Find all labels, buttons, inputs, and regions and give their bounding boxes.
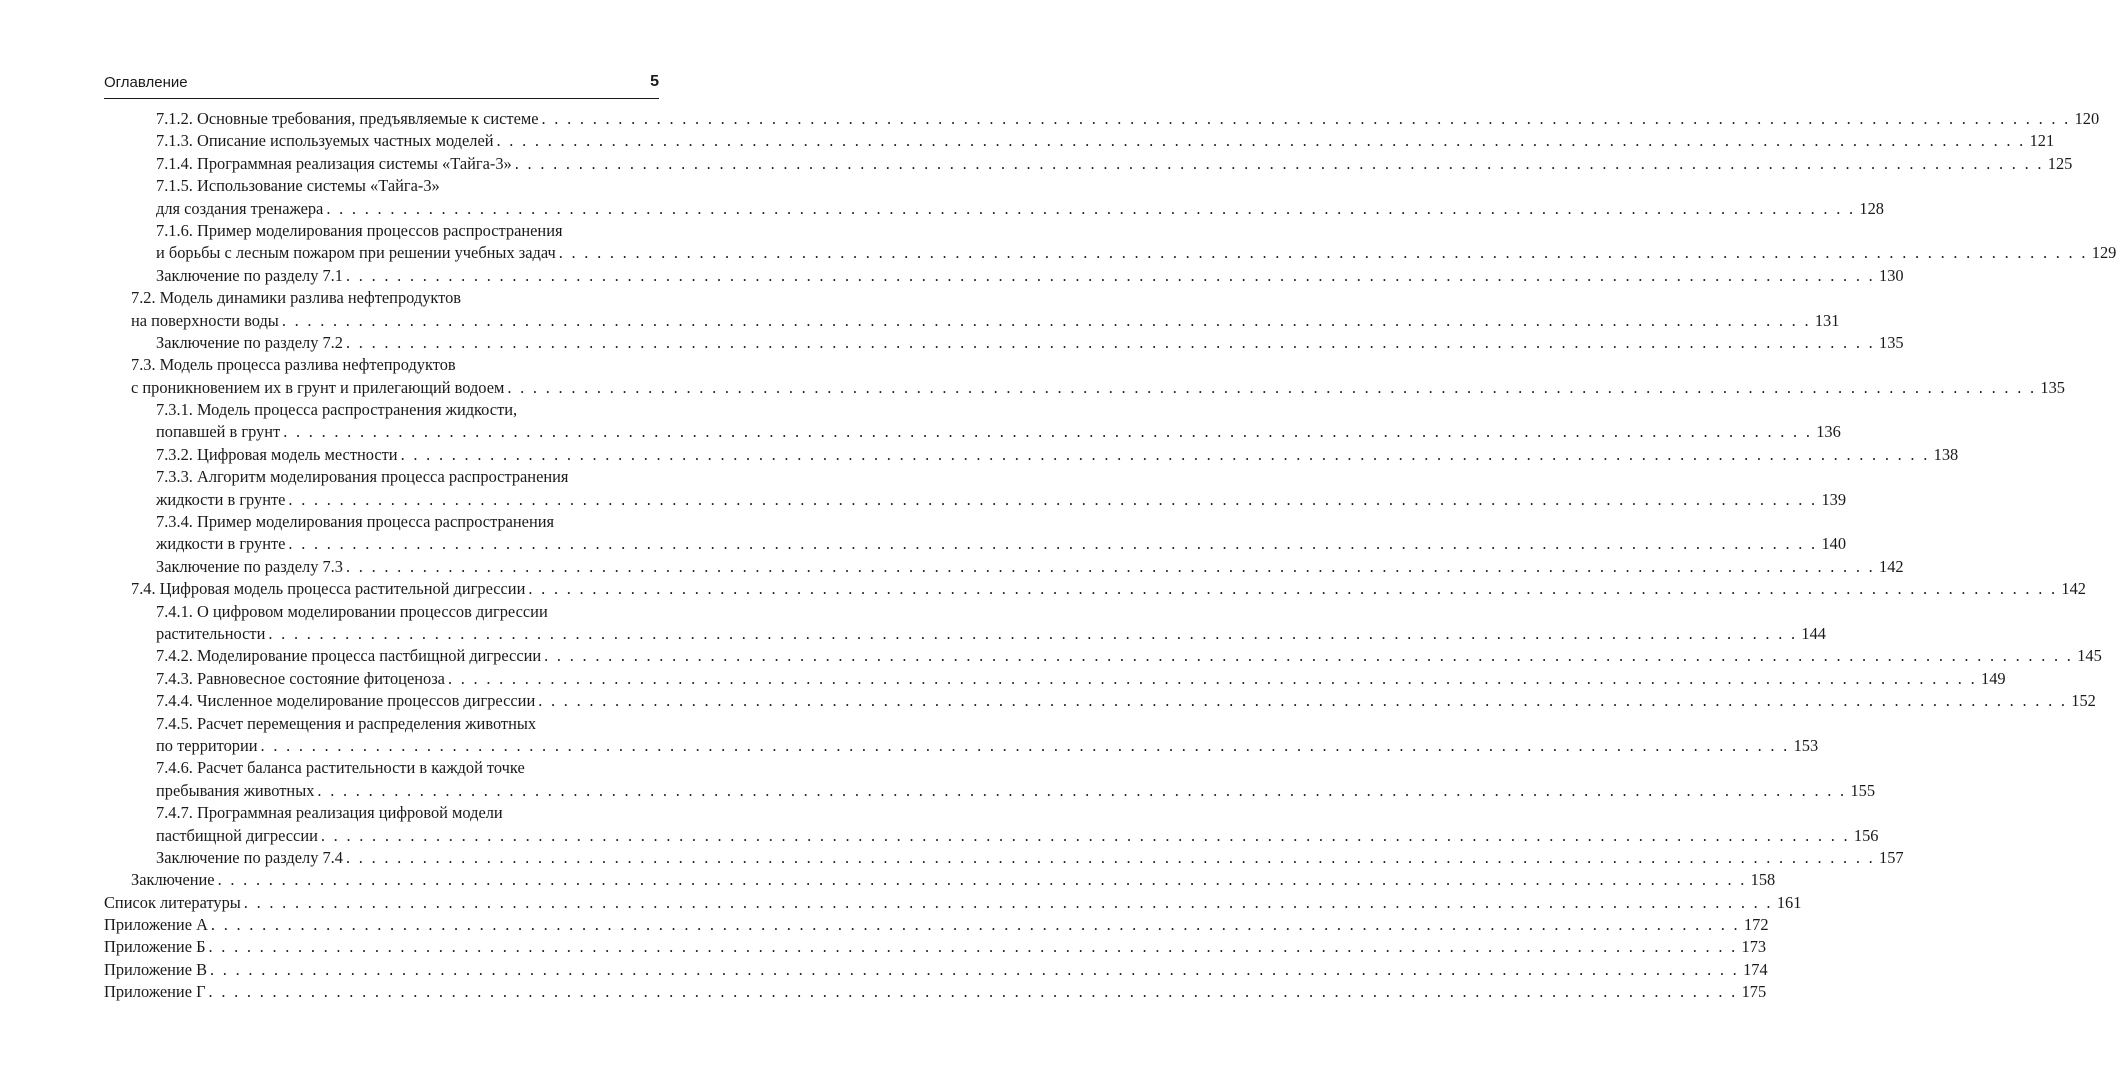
toc-entry-page: 152 [2071,691,2096,711]
toc-entry[interactable] [104,623,1826,645]
toc-entry[interactable] [104,421,1841,443]
dot-leader: . . . . . . . . . . . . . . . . . . . . . . . . . . . . . . . . . . . . . . . . . . . . . . . . . . . . . . . . . . . . . . . . . . . . . . . . . . . . . . . . . . . . . . . . . . . . . . . . . . . . . . . . . . . . . . . . . . . . . . . . [217,870,1747,890]
toc-entry-title: 7.3. Модель процесса разлива нефтепродуктов [131,355,456,375]
dot-leader: . . . . . . . . . . . . . . . . . . . . . . . . . . . . . . . . . . . . . . . . . . . . . . . . . . . . . . . . . . . . . . . . . . . . . . . . . . . . . . . . . . . . . . . . . . . . . . . . . . . . . . . . . . . . . . . . . . . . . . . . [514,153,2044,173]
toc-entry-title: жидкости в грунте [156,489,286,509]
dot-leader: . . . . . . . . . . . . . . . . . . . . . . . . . . . . . . . . . . . . . . . . . . . . . . . . . . . . . . . . . . . . . . . . . . . . . . . . . . . . . . . . . . . . . . . . . . . . . . . . . . . . . . . . . . . . . . . . . . . . . . . . [320,825,1850,845]
toc-entry-title: 7.4.1. О цифровом моделировании процессов дигрессии [156,601,548,621]
dot-leader: . . . . . . . . . . . . . . . . . . . . . . . . . . . . . . . . . . . . . . . . . . . . . . . . . . . . . . . . . . . . . . . . . . . . . . . . . . . . . . . . . . . . . . . . . . . . . . . . . . . . . . . . . . . . . . . . . . . . . . . . [507,377,2037,397]
dot-leader: . . . . . . . . . . . . . . . . . . . . . . . . . . . . . . . . . . . . . . . . . . . . . . . . . . . . . . . . . . . . . . . . . . . . . . . . . . . . . . . . . . . . . . . . . . . . . . . . . . . . . . . . . . . . . . . . . . . . . . . . [345,265,1876,285]
toc-entry[interactable] [104,780,1876,802]
toc-entry-page: 142 [2061,579,2086,599]
toc-entry-page: 121 [2029,131,2055,151]
toc-entry[interactable] [104,645,2102,667]
toc-entry-title: пребывания животных [156,780,315,800]
toc-entry[interactable] [104,489,1847,511]
toc-entry-page: 129 [2091,243,2116,263]
toc-entry[interactable] [104,444,1959,466]
dot-leader: . . . . . . . . . . . . . . . . . . . . . . . . . . . . . . . . . . . . . . . . . . . . . . . . . . . . . . . . . . . . . . . . . . . . . . . . . . . . . . . . . . . . . . . . . . . . . . . . . . . . . . . . . . . . . . . . . . . . . . . . [345,556,1876,576]
toc-entry-page: 130 [1879,265,1904,285]
toc-entry[interactable] [104,914,1769,936]
toc-entry[interactable] [104,959,1768,981]
toc-entry-title: 7.3.2. Цифровая модель местности [156,444,398,464]
toc-entry-title: 7.1.2. Основные требования, предъявляемые к системе [156,109,539,128]
toc-entry-page: 135 [1879,332,1904,352]
dot-leader: . . . . . . . . . . . . . . . . . . . . . . . . . . . . . . . . . . . . . . . . . . . . . . . . . . . . . . . . . . . . . . . . . . . . . . . . . . . . . . . . . . . . . . . . . . . . . . . . . . . . . . . . . . . . . . . . . . . . . . . . [541,109,2071,128]
toc-entry-title: Заключение по разделу 7.1 [156,265,343,285]
toc-entry[interactable] [104,601,659,623]
toc-entry-title: 7.4.6. Расчет баланса растительности в каждой точке [156,758,525,778]
toc-entry[interactable] [104,399,659,421]
toc-entry-title: 7.1.3. Описание используемых частных моделей [156,131,494,151]
toc-entry-title: 7.4.3. Равновесное состояние фитоценоза [156,668,445,688]
toc-entry-title: Приложение А [104,915,208,935]
toc-entry-page: 149 [1981,668,2006,688]
dot-leader: . . . . . . . . . . . . . . . . . . . . . . . . . . . . . . . . . . . . . . . . . . . . . . . . . . . . . . . . . . . . . . . . . . . . . . . . . . . . . . . . . . . . . . . . . . . . . . . . . . . . . . . . . . . . . . . . . . . . . . . . [345,332,1876,352]
toc-entry[interactable] [104,847,1904,869]
toc-entry-page: 175 [1741,982,1767,1002]
toc-entry-page: 131 [1814,310,1840,330]
toc-entry-page: 158 [1750,870,1776,890]
dot-leader: . . . . . . . . . . . . . . . . . . . . . . . . . . . . . . . . . . . . . . . . . . . . . . . . . . . . . . . . . . . . . . . . . . . . . . . . . . . . . . . . . . . . . . . . . . . . . . . . . . . . . . . . . . . . . . . . . . . . . . . . [538,691,2068,711]
toc-entry-title: Список литературы [104,892,241,912]
toc-entry-title: Заключение по разделу 7.2 [156,332,343,352]
toc-entry[interactable] [104,220,659,242]
toc-entry[interactable] [104,175,659,197]
toc-entry-page: 128 [1859,198,1884,218]
dot-leader: . . . . . . . . . . . . . . . . . . . . . . . . . . . . . . . . . . . . . . . . . . . . . . . . . . . . . . . . . . . . . . . . . . . . . . . . . . . . . . . . . . . . . . . . . . . . . . . . . . . . . . . . . . . . . . . . . . . . . . . . [544,646,2074,666]
dot-leader: . . . . . . . . . . . . . . . . . . . . . . . . . . . . . . . . . . . . . . . . . . . . . . . . . . . . . . . . . . . . . . . . . . . . . . . . . . . . . . . . . . . . . . . . . . . . . . . . . . . . . . . . . . . . . . . . . . . . . . . . [208,937,1738,957]
toc-entry[interactable] [104,354,659,376]
toc-entry-title: 7.4.7. Программная реализация цифровой модели [156,803,503,823]
toc-entry-page: 142 [1879,556,1904,576]
dot-leader: . . . . . . . . . . . . . . . . . . . . . . . . . . . . . . . . . . . . . . . . . . . . . . . . . . . . . . . . . . . . . . . . . . . . . . . . . . . . . . . . . . . . . . . . . . . . . . . . . . . . . . . . . . . . . . . . . . . . . . . . [528,579,2058,599]
toc-entry-page: 172 [1743,915,1769,935]
toc-entry-title: Заключение по разделу 7.4 [156,847,343,867]
toc-entry-title: с проникновением их в грунт и прилегающий водоем [131,377,505,397]
dot-leader: . . . . . . . . . . . . . . . . . . . . . . . . . . . . . . . . . . . . . . . . . . . . . . . . . . . . . . . . . . . . . . . . . . . . . . . . . . . . . . . . . . . . . . . . . . . . . . . . . . . . . . . . . . . . . . . . . . . . . . . . [317,780,1847,800]
toc-entry-page: 138 [1933,444,1959,464]
toc-entry[interactable] [104,466,659,488]
dot-leader: . . . . . . . . . . . . . . . . . . . . . . . . . . . . . . . . . . . . . . . . . . . . . . . . . . . . . . . . . . . . . . . . . . . . . . . . . . . . . . . . . . . . . . . . . . . . . . . . . . . . . . . . . . . . . . . . . . . . . . . . [558,243,2088,263]
running-header-title: Оглавление [104,74,188,91]
dot-leader: . . . . . . . . . . . . . . . . . . . . . . . . . . . . . . . . . . . . . . . . . . . . . . . . . . . . . . . . . . . . . . . . . . . . . . . . . . . . . . . . . . . . . . . . . . . . . . . . . . . . . . . . . . . . . . . . . . . . . . . . [288,534,1818,554]
toc-entry-title: Приложение Г [104,982,206,1002]
dot-leader: . . . . . . . . . . . . . . . . . . . . . . . . . . . . . . . . . . . . . . . . . . . . . . . . . . . . . . . . . . . . . . . . . . . . . . . . . . . . . . . . . . . . . . . . . . . . . . . . . . . . . . . . . . . . . . . . . . . . . . . . [260,735,1790,755]
dot-leader: . . . . . . . . . . . . . . . . . . . . . . . . . . . . . . . . . . . . . . . . . . . . . . . . . . . . . . . . . . . . . . . . . . . . . . . . . . . . . . . . . . . . . . . . . . . . . . . . . . . . . . . . . . . . . . . . . . . . . . . . [210,915,1740,935]
toc-entry-page: 139 [1821,489,1847,509]
toc-entry[interactable] [104,825,1879,847]
toc-entry-page: 155 [1850,780,1876,800]
toc-entry-title: растительности [156,623,266,643]
toc-entry-page: 173 [1741,937,1767,957]
toc-entry-title: 7.2. Модель динамики разлива нефтепродуктов [131,288,462,308]
dot-leader: . . . . . . . . . . . . . . . . . . . . . . . . . . . . . . . . . . . . . . . . . . . . . . . . . . . . . . . . . . . . . . . . . . . . . . . . . . . . . . . . . . . . . . . . . . . . . . . . . . . . . . . . . . . . . . . . . . . . . . . . [283,422,1813,442]
toc-entry[interactable] [104,735,1819,757]
dot-leader: . . . . . . . . . . . . . . . . . . . . . . . . . . . . . . . . . . . . . . . . . . . . . . . . . . . . . . . . . . . . . . . . . . . . . . . . . . . . . . . . . . . . . . . . . . . . . . . . . . . . . . . . . . . . . . . . . . . . . . . . [210,959,1740,979]
toc-entry-page: 144 [1801,623,1826,643]
toc-entry[interactable] [104,713,659,735]
toc-entry[interactable] [104,578,2086,600]
dot-leader: . . . . . . . . . . . . . . . . . . . . . . . . . . . . . . . . . . . . . . . . . . . . . . . . . . . . . . . . . . . . . . . . . . . . . . . . . . . . . . . . . . . . . . . . . . . . . . . . . . . . . . . . . . . . . . . . . . . . . . . . [281,310,1811,330]
toc-entry[interactable] [104,981,1767,1003]
toc-entry[interactable] [104,690,2096,712]
toc-entry-page: 156 [1853,825,1879,845]
toc-entry[interactable] [104,511,659,533]
toc-entry-title: 7.4. Цифровая модель процесса растительной дигрессии [131,579,526,599]
toc-entry-title: 7.1.4. Программная реализация системы «Тайга-3» [156,153,512,173]
toc-entry[interactable] [104,869,1776,891]
dot-leader: . . . . . . . . . . . . . . . . . . . . . . . . . . . . . . . . . . . . . . . . . . . . . . . . . . . . . . . . . . . . . . . . . . . . . . . . . . . . . . . . . . . . . . . . . . . . . . . . . . . . . . . . . . . . . . . . . . . . . . . . [400,444,1930,464]
dot-leader: . . . . . . . . . . . . . . . . . . . . . . . . . . . . . . . . . . . . . . . . . . . . . . . . . . . . . . . . . . . . . . . . . . . . . . . . . . . . . . . . . . . . . . . . . . . . . . . . . . . . . . . . . . . . . . . . . . . . . . . . [268,623,1798,643]
toc-entry-page: 136 [1816,422,1841,442]
toc-entry[interactable] [104,242,2116,264]
toc-entry[interactable] [104,310,1840,332]
toc-entry[interactable] [104,130,2055,152]
toc-entry-page: 125 [2047,153,2073,173]
toc-entry-title: Приложение В [104,959,208,979]
dot-leader: . . . . . . . . . . . . . . . . . . . . . . . . . . . . . . . . . . . . . . . . . . . . . . . . . . . . . . . . . . . . . . . . . . . . . . . . . . . . . . . . . . . . . . . . . . . . . . . . . . . . . . . . . . . . . . . . . . . . . . . . [208,982,1738,1002]
toc-entry-title: на поверхности воды [131,310,279,330]
toc-entry-page: 174 [1743,959,1768,979]
toc-entry[interactable] [104,287,659,309]
toc-entry[interactable] [104,198,1884,220]
toc-entry-title: Заключение [131,870,215,890]
toc-entry-page: 145 [2077,646,2102,666]
toc-entry-title: 7.4.4. Численное моделирование процессов дигрессии [156,691,536,711]
dot-leader: . . . . . . . . . . . . . . . . . . . . . . . . . . . . . . . . . . . . . . . . . . . . . . . . . . . . . . . . . . . . . . . . . . . . . . . . . . . . . . . . . . . . . . . . . . . . . . . . . . . . . . . . . . . . . . . . . . . . . . . . [326,198,1856,218]
toc-entry[interactable] [104,108,2100,130]
toc-entry-title: по территории [156,735,258,755]
toc-entry-title: 7.1.6. Пример моделирования процессов распространения [156,220,563,240]
toc-entry-title: попавшей в грунт [156,422,281,442]
toc-entry-page: 120 [2074,109,2100,128]
dot-leader: . . . . . . . . . . . . . . . . . . . . . . . . . . . . . . . . . . . . . . . . . . . . . . . . . . . . . . . . . . . . . . . . . . . . . . . . . . . . . . . . . . . . . . . . . . . . . . . . . . . . . . . . . . . . . . . . . . . . . . . . [345,847,1876,867]
dot-leader: . . . . . . . . . . . . . . . . . . . . . . . . . . . . . . . . . . . . . . . . . . . . . . . . . . . . . . . . . . . . . . . . . . . . . . . . . . . . . . . . . . . . . . . . . . . . . . . . . . . . . . . . . . . . . . . . . . . . . . . . [447,668,1977,688]
dot-leader: . . . . . . . . . . . . . . . . . . . . . . . . . . . . . . . . . . . . . . . . . . . . . . . . . . . . . . . . . . . . . . . . . . . . . . . . . . . . . . . . . . . . . . . . . . . . . . . . . . . . . . . . . . . . . . . . . . . . . . . . [288,489,1818,509]
toc-entry[interactable] [104,332,1904,354]
toc-entry-title: Приложение Б [104,937,206,957]
table-of-contents [104,108,2116,1004]
toc-entry-page: 157 [1879,847,1904,867]
toc-entry[interactable] [104,936,1767,958]
toc-entry[interactable] [104,153,2073,175]
toc-entry-title: 7.3.1. Модель процесса распространения жидкости, [156,400,518,420]
toc-entry-title: и борьбы с лесным пожаром при решении учебных задач [156,243,556,263]
toc-entry-page: 135 [2040,377,2065,397]
page-number: 5 [650,73,659,90]
dot-leader: . . . . . . . . . . . . . . . . . . . . . . . . . . . . . . . . . . . . . . . . . . . . . . . . . . . . . . . . . . . . . . . . . . . . . . . . . . . . . . . . . . . . . . . . . . . . . . . . . . . . . . . . . . . . . . . . . . . . . . . . [496,131,2026,151]
running-header [104,74,659,99]
toc-entry-title: 7.3.3. Алгоритм моделирования процесса распространения [156,467,569,487]
toc-entry[interactable] [104,533,1847,555]
toc-entry-title: 7.4.2. Моделирование процесса пастбищной дигрессии [156,646,542,666]
toc-entry[interactable] [104,265,1904,287]
toc-entry[interactable] [104,802,659,824]
toc-entry-title: 7.1.5. Использование системы «Тайга-3» [156,176,440,196]
toc-entry[interactable] [104,377,2065,399]
toc-entry-page: 161 [1776,892,1802,912]
toc-entry-title: жидкости в грунте [156,534,286,554]
toc-entry-title: пастбищной дигрессии [156,825,318,845]
toc-entry-title: 7.3.4. Пример моделирования процесса распространения [156,512,555,532]
toc-entry-page: 140 [1821,534,1847,554]
toc-entry[interactable] [104,668,2006,690]
toc-entry-page: 153 [1793,735,1819,755]
toc-entry-title: Заключение по разделу 7.3 [156,556,343,576]
toc-entry-title: 7.4.5. Расчет перемещения и распределения животных [156,713,537,733]
dot-leader: . . . . . . . . . . . . . . . . . . . . . . . . . . . . . . . . . . . . . . . . . . . . . . . . . . . . . . . . . . . . . . . . . . . . . . . . . . . . . . . . . . . . . . . . . . . . . . . . . . . . . . . . . . . . . . . . . . . . . . . . [243,892,1773,912]
toc-entry[interactable] [104,892,1802,914]
toc-entry-title: для создания тренажера [156,198,324,218]
toc-entry[interactable] [104,556,1904,578]
toc-entry[interactable] [104,757,659,779]
